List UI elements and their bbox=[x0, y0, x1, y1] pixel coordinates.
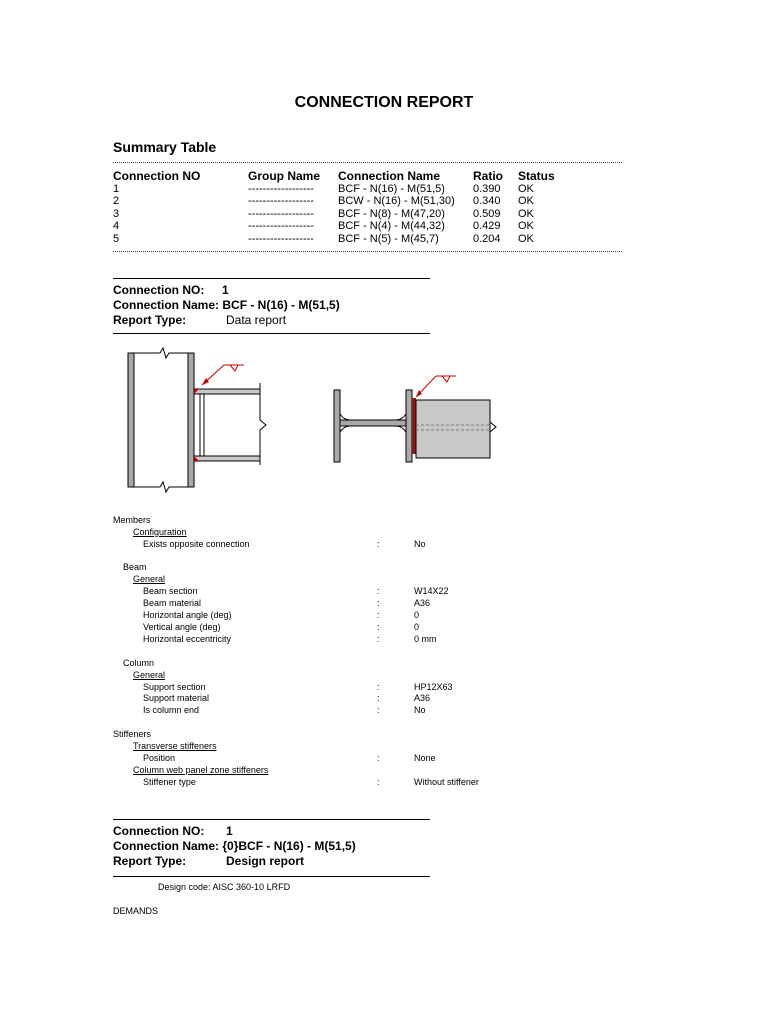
is-column-end-value: No bbox=[414, 705, 426, 715]
horizontal-angle-label: Horizontal angle (deg) bbox=[143, 610, 232, 620]
cell: OK bbox=[518, 207, 534, 220]
support-material-value: A36 bbox=[414, 693, 431, 703]
colon: : bbox=[377, 753, 380, 763]
cell: BCF - N(16) - M(51,5) bbox=[338, 183, 445, 195]
colon: : bbox=[377, 693, 380, 703]
cell: ------------------ bbox=[248, 220, 314, 233]
block1-type-label: Report Type: bbox=[113, 313, 187, 327]
colon: : bbox=[377, 777, 380, 787]
block1-no-label: Connection NO: bbox=[113, 283, 205, 297]
cell: ------------------ bbox=[248, 195, 314, 208]
cell: BCW - N(16) - M(51,30) bbox=[338, 195, 455, 208]
block1-type-value: Data report bbox=[226, 313, 287, 327]
cell: OK bbox=[518, 220, 534, 233]
column-break-top bbox=[134, 348, 188, 358]
block1-info bbox=[113, 283, 340, 328]
cell: 0.340 bbox=[473, 195, 501, 208]
design-code: Design code: AISC 360-10 LRFD bbox=[158, 882, 291, 892]
support-section-label: Support section bbox=[143, 682, 206, 692]
block2-name-value: {0}BCF - N(16) - M(51,5) bbox=[222, 839, 356, 853]
cell: 0.509 bbox=[473, 207, 501, 220]
cell: 1 bbox=[113, 183, 120, 195]
column-general-heading: General bbox=[133, 670, 166, 680]
column-flange-left bbox=[128, 353, 134, 487]
cell: ------------------ bbox=[248, 207, 314, 220]
block2-bottom-rule bbox=[113, 876, 430, 877]
position-value: None bbox=[414, 753, 436, 763]
horizontal-eccentricity-label: Horizontal eccentricity bbox=[143, 634, 232, 644]
stiffeners-heading: Stiffeners bbox=[113, 729, 151, 739]
colon: : bbox=[377, 705, 380, 715]
beam-top-flange bbox=[194, 389, 260, 394]
vertical-angle-label: Vertical angle (deg) bbox=[143, 622, 221, 632]
exists-opposite-value: No bbox=[414, 539, 426, 549]
support-material-label: Support material bbox=[143, 693, 210, 703]
fillet bbox=[396, 426, 406, 432]
block2-info bbox=[113, 824, 356, 869]
summary-heading: Summary Table bbox=[113, 139, 217, 155]
table-row bbox=[113, 208, 578, 220]
table-row bbox=[113, 183, 578, 195]
block1-name-value: BCF - N(16) - M(51,5) bbox=[222, 298, 340, 312]
fillet bbox=[340, 426, 350, 432]
members-heading: Members bbox=[113, 515, 151, 525]
report-title: CONNECTION REPORT bbox=[294, 94, 474, 111]
block2-no-label: Connection NO: bbox=[113, 824, 205, 838]
col-ratio: Ratio bbox=[473, 169, 503, 183]
table-row bbox=[113, 195, 578, 207]
cell: BCF - N(4) - M(44,32) bbox=[338, 220, 445, 233]
beam-plan-break bbox=[490, 422, 496, 432]
column-section-flange-right bbox=[406, 390, 412, 462]
weld-symbol-icon bbox=[230, 365, 238, 371]
colon: : bbox=[377, 622, 380, 632]
beam-general-heading: General bbox=[133, 574, 166, 584]
block2-no-value: 1 bbox=[226, 824, 233, 838]
beam-material-label: Beam material bbox=[143, 598, 202, 608]
colon: : bbox=[377, 539, 380, 549]
col-status: Status bbox=[518, 169, 555, 183]
block1-no-line bbox=[113, 283, 340, 298]
beam-section-value: W14X22 bbox=[414, 586, 449, 596]
support-section-value: HP12X63 bbox=[414, 682, 453, 692]
cell: ------------------ bbox=[248, 232, 314, 245]
table-row bbox=[113, 220, 578, 232]
cell: OK bbox=[518, 232, 534, 245]
cell: 0.429 bbox=[473, 220, 501, 233]
colon: : bbox=[377, 598, 380, 608]
block2-name-label: Connection Name: bbox=[113, 839, 220, 853]
cell: 0.390 bbox=[473, 183, 501, 195]
beam-plan bbox=[416, 400, 490, 458]
block1-no-value: 1 bbox=[222, 283, 229, 297]
beam-section-label: Beam section bbox=[143, 586, 198, 596]
cell: OK bbox=[518, 195, 534, 208]
cell: 4 bbox=[113, 220, 120, 233]
stiffener-type-label: Stiffener type bbox=[143, 777, 196, 787]
panel-zone-heading: Column web panel zone stiffeners bbox=[133, 765, 269, 775]
connection-plan-drawing bbox=[330, 370, 500, 470]
column-break-bottom bbox=[134, 482, 188, 492]
col-group-name: Group Name bbox=[248, 169, 321, 183]
cell: ------------------ bbox=[248, 183, 314, 195]
column-section-flange-left bbox=[334, 390, 340, 462]
cell: 5 bbox=[113, 232, 120, 245]
col-connection-name: Connection Name bbox=[338, 169, 441, 183]
horizontal-eccentricity-value: 0 mm bbox=[414, 634, 437, 644]
column-heading: Column bbox=[123, 658, 155, 668]
colon: : bbox=[377, 586, 380, 596]
block1-name-line bbox=[113, 298, 340, 313]
beam-bottom-flange bbox=[194, 456, 260, 461]
exists-opposite-label: Exists opposite connection bbox=[143, 539, 250, 549]
block2-no-line bbox=[113, 824, 356, 839]
summary-top-divider bbox=[113, 162, 622, 163]
block2-type-line bbox=[113, 854, 356, 869]
cell: BCF - N(5) - M(45,7) bbox=[338, 232, 439, 245]
stiffener-type-value: Without stiffener bbox=[414, 777, 479, 787]
summary-header-row bbox=[113, 169, 578, 183]
horizontal-angle-value: 0 bbox=[414, 610, 420, 620]
cell: OK bbox=[518, 183, 534, 195]
connection-elevation-drawing bbox=[120, 345, 270, 495]
column-section-web bbox=[340, 420, 406, 426]
block2-type-value: Design report bbox=[226, 854, 305, 868]
fillet bbox=[396, 414, 406, 420]
weld-strip bbox=[412, 398, 416, 454]
is-column-end-label: Is column end bbox=[143, 705, 200, 715]
beam-material-value: A36 bbox=[414, 598, 431, 608]
cell: 2 bbox=[113, 195, 120, 208]
table-row bbox=[113, 233, 578, 245]
block1-top-rule bbox=[113, 278, 430, 279]
block1-type-line bbox=[113, 313, 340, 328]
block1-bottom-rule bbox=[113, 333, 430, 334]
colon: : bbox=[377, 610, 380, 620]
demands-heading: DEMANDS bbox=[113, 906, 159, 916]
colon: : bbox=[377, 634, 380, 644]
col-connection-no: Connection NO bbox=[113, 169, 201, 183]
fillet bbox=[340, 414, 350, 420]
block2-top-rule bbox=[113, 819, 430, 820]
vertical-angle-value: 0 bbox=[414, 622, 420, 632]
transverse-stiffeners-heading: Transverse stiffeners bbox=[133, 741, 217, 751]
weld-symbol-icon bbox=[442, 376, 450, 382]
block2-name-line bbox=[113, 839, 356, 854]
cell: 3 bbox=[113, 207, 120, 220]
cell: 0.204 bbox=[473, 232, 501, 245]
colon: : bbox=[377, 682, 380, 692]
beam-break bbox=[260, 383, 266, 465]
beam-heading: Beam bbox=[123, 562, 147, 572]
block1-name-label: Connection Name: bbox=[113, 298, 220, 312]
summary-bottom-divider bbox=[113, 251, 622, 252]
position-label: Position bbox=[143, 753, 176, 763]
cell: BCF - N(8) - M(47,20) bbox=[338, 207, 445, 220]
summary-table bbox=[113, 169, 578, 245]
configuration-heading: Configuration bbox=[133, 527, 187, 537]
block2-type-label: Report Type: bbox=[113, 854, 187, 868]
column-flange-right bbox=[188, 353, 194, 487]
